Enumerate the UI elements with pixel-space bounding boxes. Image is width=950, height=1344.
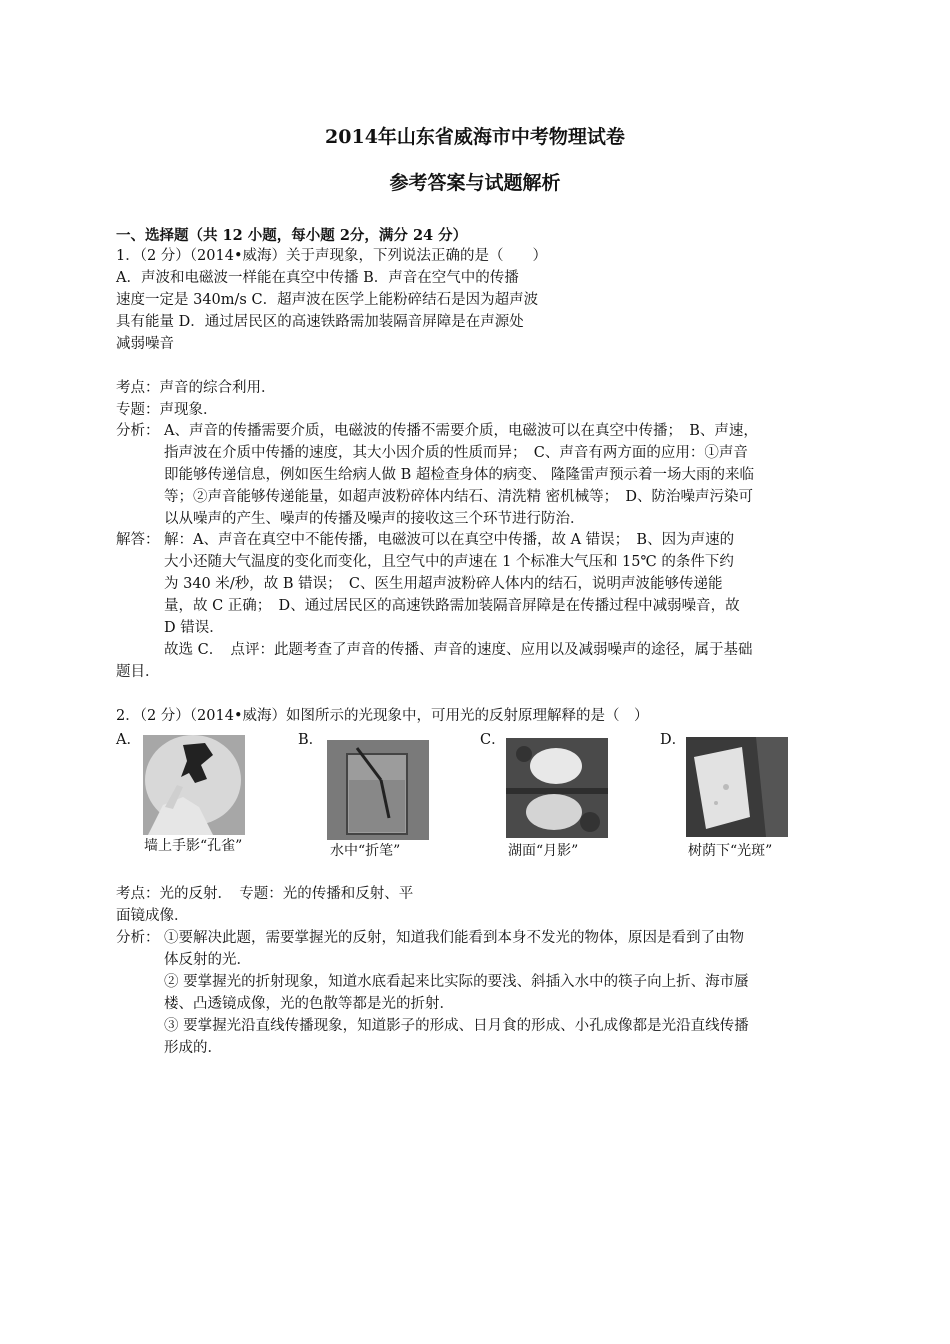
q1-option-line: 速度一定是 340m/s C．超声波在医学上能粉碎结石是因为超声波 (116, 292, 539, 308)
q1-jieda-line: 大小还随大气温度的变化而变化，且空气中的声速在 1 个标准大气压和 15℃ 的条件下约 (164, 554, 734, 570)
q1-zhuanti-text: 声现象． (159, 402, 218, 418)
q1-fenxi-line: 即能够传递信息，例如医生给病人做 B 超检查身体的病变、 隆隆雷声预示着一场大雨的来临 (164, 467, 754, 483)
q2-option-label-d: D． (660, 732, 687, 748)
q2-fenxi-line: 楼、凸透镜成像，光的色散等都是光的折射． (164, 996, 454, 1012)
q1-fenxi-label: 分析： (116, 423, 160, 439)
q1-fenxi-line: 以从噪声的产生、噪声的传播及噪声的接收这三个环节进行防治． (164, 511, 585, 527)
q2-option-label-c: C． (480, 732, 506, 748)
q1-option-line: 减弱噪音 (116, 336, 174, 352)
q2-option-label-a: A． (116, 732, 141, 748)
q2-fenxi-line: ①要解决此题，需要掌握光的反射，知道我们能看到本身不发光的物体，原因是看到了由物 (164, 930, 744, 946)
q1-jieda-label: 解答： (116, 532, 160, 548)
q1-option-line: A．声波和电磁波一样能在真空中传播 B．声音在空气中的传播 (116, 270, 519, 286)
q1-guxuan-line: 故选 C． 点评：此题考查了声音的传播、声音的速度、应用以及减弱噪声的途径，属于基础 (164, 642, 753, 658)
q2-fenxi-line: ③ 要掌握光沿直线传播现象，知道影子的形成、日月食的形成、小孔成像都是光沿直线传播 (164, 1018, 749, 1034)
q2-kaodian-line: 考点：光的反射． 专题：光的传播和反射、平 (116, 886, 414, 902)
q2-option-label-b: B． (298, 732, 324, 748)
q1-zhuanti-label: 专题： (116, 402, 160, 418)
q1-fenxi-line: A、声音的传播需要介质，电磁波的传播不需要介质，电磁波可以在真空中传播； B、声速， (164, 423, 758, 439)
hand-shadow-photo (143, 735, 245, 835)
q1-option-line: 具有能量 D．通过居民区的高速铁路需加装隔音屏障是在声源处 (116, 314, 524, 330)
q2-stem: 2．（2 分）（2014•威海）如图所示的光现象中，可用光的反射原理解释的是（ ） (116, 708, 649, 724)
q1-jieda-line: D 错误． (164, 620, 224, 636)
q1-fenxi-line: 指声波在介质中传播的速度，其大小因介质的性质而异； C、声音有两方面的应用：①声音 (164, 445, 748, 461)
q1-kaodian (116, 378, 276, 399)
q1-stem: 1．（2 分）（2014•威海）关于声现象，下列说法正确的是（ ） (116, 248, 548, 264)
q2-fenxi-line: ② 要掌握光的折射现象，知道水底看起来比实际的要浅、斜插入水中的筷子向上折、海市蜃 (164, 974, 749, 990)
q1-guxuan-tail: 题目． (116, 664, 160, 680)
page-title: 2014年山东省威海市中考物理试卷 (325, 126, 625, 148)
q1-jieda-line: 为 340 米/秒，故 B 错误； C、医生用超声波粉碎人体内的结石，说明声波能够传递能 (164, 576, 723, 592)
q2-fenxi-line: 体反射的光． (164, 952, 251, 968)
light-spot-photo (686, 737, 788, 837)
caption-a: 墙上手影“孔雀” (144, 838, 243, 854)
q2-fenxi-line: 形成的． (164, 1040, 222, 1056)
page-subtitle: 参考答案与试题解析 (389, 172, 561, 194)
q1-kaodian-label: 考点： (116, 380, 160, 396)
caption-b: 水中“折笔” (330, 843, 401, 859)
q2-kaodian-tail: 面镜成像． (116, 908, 189, 924)
q1-jieda-line: 解：A、声音在真空中不能传播，电磁波可以在真空中传播，故 A 错误； B、因为声速的 (164, 532, 735, 548)
q1-jieda-line: 量，故 C 正确； D、通过居民区的高速铁路需加装隔音屏障是在传播过程中减弱噪音，故 (164, 598, 740, 614)
caption-d: 树荫下“光斑” (688, 843, 773, 859)
q1-kaodian-text: 声音的综合利用． (159, 380, 276, 396)
moon-reflection-photo (506, 738, 608, 838)
caption-c: 湖面“月影” (508, 843, 579, 859)
q1-zhuanti (116, 400, 218, 421)
section-heading: 一、选择题（共 12 小题，每小题 2分，满分 24 分） (116, 227, 468, 244)
q1-fenxi-line: 等；②声音能够传递能量，如超声波粉碎体内结石、清洗精 密机械等； D、防治噪声污染可 (164, 489, 753, 505)
q2-fenxi-label: 分析： (116, 930, 160, 946)
pencil-in-water-photo (327, 740, 429, 840)
